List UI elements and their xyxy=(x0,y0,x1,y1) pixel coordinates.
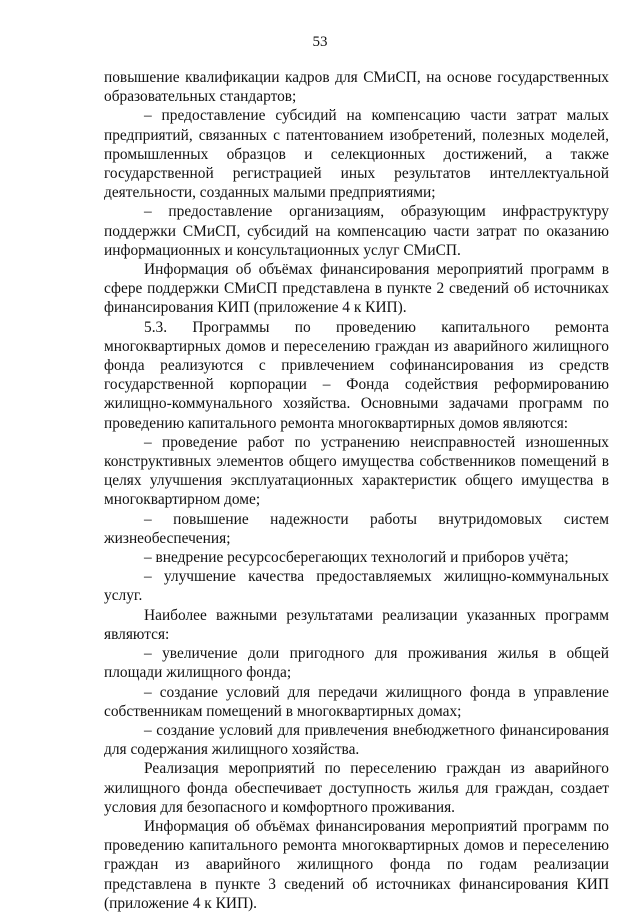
paragraph: Наиболее важными результатами реализации указанных программ являются: xyxy=(104,606,609,643)
paragraph: Реализация мероприятий по переселению граждан из аварийного жилищного фонда обеспечивает доступность жилья для граждан, создает условия для безопасного и комфортного проживания. xyxy=(104,760,609,816)
list-item: – улучшение качества предоставляемых жилищно-коммунальных услуг. xyxy=(104,568,609,605)
list-item: – создание условий для передачи жилищного фонда в управление собственникам помещений в многоквартирных домах; xyxy=(104,683,609,720)
page-number: 53 xyxy=(312,34,328,50)
list-item: – проведение работ по устранению неисправностей изношенных конструктивных элементов общего имущества собственников помещений в целях улучшения эксплуатационных характеристик общего имущества в многоквартирном доме; xyxy=(104,433,609,509)
list-item: – создание условий для привлечения внебюджетного финансирования для содержания жилищного хозяйства. xyxy=(104,721,609,759)
paragraph: Информация об объёмах финансирования мероприятий программ в сфере поддержки СМиСП представлена в пункте 2 сведений об источниках финансирования КИП (приложение 4 к КИП). xyxy=(104,261,609,317)
list-item: – внедрение ресурсосберегающих технологий и приборов учёта; xyxy=(144,549,569,567)
section-paragraph: 5.3. Программы по проведению капитального ремонта многоквартирных домов и переселению граждан из аварийного жилищного фонда реализуются с привлечением софинансирования из средств государственной корпорации – Фонда содействия реформированию жилищно-коммунального хозяйства. Основными задачами программ по проведению капитального ремонта многоквартирных домов являются: xyxy=(104,318,609,432)
list-item: – предоставление организациям, образующим инфраструктуру поддержки СМиСП, субсидий на компенсацию части затрат по оказанию информационных и консультационных услуг СМиСП. xyxy=(104,203,609,259)
list-item: – увеличение доли пригодного для проживания жилья в общей площади жилищного фонда; xyxy=(104,645,609,682)
paragraph: Информация об объёмах финансирования мероприятий программ по проведению капитального ремонта многоквартирных домов и переселению граждан из аварийного жилищного фонда по годам реализации представлена в пункте 3 сведений об источниках финансирования КИП (приложение 4 к КИП). xyxy=(104,817,609,912)
document-body xyxy=(104,68,609,913)
paragraph: повышение квалификации кадров для СМиСП, на основе государственных образовательных стандартов; xyxy=(104,69,609,106)
list-item: – предоставление субсидий на компенсацию части затрат малых предприятий, связанных с патентованием изобретений, полезных моделей, промышленных образцов и селекционных достижений, а также государственной регистрацией иных результатов интеллектуальной деятельности, созданных малыми предприятиями; xyxy=(104,107,609,202)
list-item: – повышение надежности работы внутридомовых систем жизнеобеспечения; xyxy=(104,510,609,547)
